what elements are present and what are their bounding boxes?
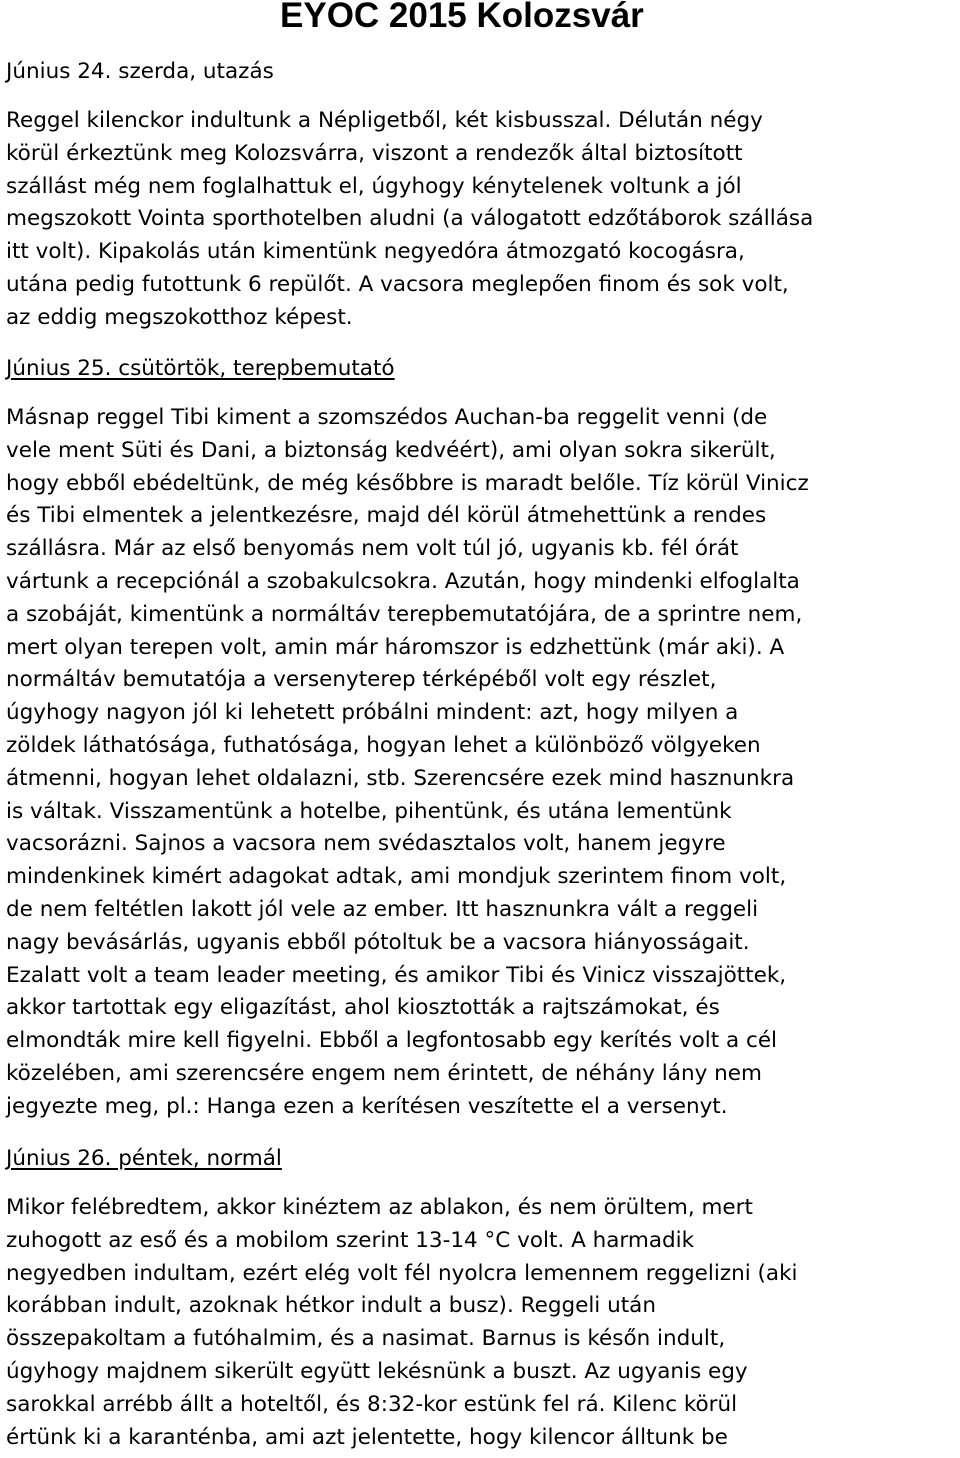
text-line: hogy ebből ebédeltünk, de még későbbre is maradt belőle. Tíz körül Vinicz: [6, 470, 809, 496]
section-june-24-body: [6, 105, 956, 335]
text-line: összepakoltam a futóhalmim, és a nasimat. Barnus is későn indult,: [6, 1326, 726, 1352]
text-line: átmenni, hogyan lehet oldalazni, stb. Szerencsére ezek mind hasznunkra: [6, 765, 795, 791]
text-line: mindenkinek kimért adagokat adtak, ami mondjuk szerintem finom volt,: [6, 864, 787, 890]
text-line: utána pedig futottunk 6 repülőt. A vacsora meglepően finom és sok volt,: [6, 271, 789, 297]
text-line: elmondták mire kell figyelni. Ebből a legfontosabb egy kerítés volt a cél: [6, 1028, 778, 1054]
section-heading: Június 25. csütörtök, terepbemutató: [6, 356, 395, 381]
document-title: EYOC 2015 Kolozsvár: [280, 0, 644, 35]
text-line: sarokkal arrébb állt a hoteltől, és 8:32-kor estünk fel rá. Kilenc körül: [6, 1391, 738, 1417]
text-line: úgyhogy majdnem sikerült együtt lekésnünk a buszt. Az ugyanis egy: [6, 1358, 748, 1384]
text-line: vacsorázni. Sajnos a vacsora nem svédasztalos volt, hanem jegyre: [6, 831, 726, 857]
text-line: úgyhogy nagyon jól ki lehetett próbálni mindent: azt, hogy milyen a: [6, 700, 739, 726]
text-line: vele ment Süti és Dani, a biztonság kedvéért), ami olyan sokra sikerült,: [6, 437, 776, 463]
text-line: nagy bevásárlás, ugyanis ebből pótoltuk be a vacsora hiányosságait.: [6, 929, 750, 955]
text-line: korábban indult, azoknak hétkor indult a busz). Reggeli után: [6, 1293, 656, 1319]
text-line: közelében, ami szerencsére engem nem érintett, de néhány lány nem: [6, 1060, 762, 1086]
section-june-25: [6, 353, 956, 386]
text-line: zöldek láthatósága, futhatósága, hogyan lehet a különböző völgyeken: [6, 732, 761, 758]
section-june-24: [6, 56, 956, 89]
text-line: szállást még nem foglalhattuk el, úgyhogy kénytelenek voltunk a jól: [6, 173, 742, 199]
text-line: vártunk a recepciónál a szobakulcsokra. Azután, hogy mindenki elfoglalta: [6, 568, 800, 594]
text-line: is váltak. Visszamentünk a hotelbe, pihentünk, és utána lementünk: [6, 798, 732, 824]
section-june-26-body: [6, 1192, 956, 1454]
section-june-25-body: [6, 402, 956, 1124]
text-line: normáltáv bemutatója a versenyterep térképéből volt egy részlet,: [6, 667, 717, 693]
text-line: akkor tartottak egy eligazítást, ahol kiosztották a rajtszámokat, és: [6, 995, 720, 1021]
text-line: értünk ki a karanténba, ami azt jelentette, hogy kilencor álltunk be: [6, 1424, 728, 1450]
text-line: a szobáját, kimentünk a normáltáv terepbemutatójára, de a sprintre nem,: [6, 601, 803, 627]
section-heading: Június 26. péntek, normál: [6, 1146, 282, 1171]
text-line: Reggel kilenckor indultunk a Népligetből, két kisbusszal. Délután négy: [6, 108, 763, 133]
text-line: körül érkeztünk meg Kolozsvárra, viszont a rendezők által biztosított: [6, 140, 743, 166]
section-heading: Június 24. szerda, utazás: [6, 59, 274, 84]
section-june-26: [6, 1143, 956, 1176]
text-line: az eddig megszokotthoz képest.: [6, 304, 353, 330]
text-line: megszokott Vointa sporthotelben aludni (a válogatott edzőtáborok szállása: [6, 206, 814, 232]
text-line: Ezalatt volt a team leader meeting, és amikor Tibi és Vinicz visszajöttek,: [6, 962, 787, 988]
text-line: mert olyan terepen volt, amin már háromszor is edzhettünk (már aki). A: [6, 634, 785, 660]
text-line: szállásra. Már az első benyomás nem volt túl jó, ugyanis kb. fél órát: [6, 536, 739, 562]
text-line: és Tibi elmentek a jelentkezésre, majd dél körül átmehettünk a rendes: [6, 503, 767, 529]
text-line: jegyezte meg, pl.: Hanga ezen a kerítésen veszítette el a versenyt.: [6, 1093, 728, 1119]
text-line: Mikor felébredtem, akkor kinéztem az ablakon, és nem örültem, mert: [6, 1195, 753, 1220]
text-line: de nem feltétlen lakott jól vele az ember. Itt hasznunkra vált a reggeli: [6, 896, 759, 922]
text-line: negyedben indultam, ezért elég volt fél nyolcra lemennem reggelizni (aki: [6, 1260, 798, 1286]
text-line: zuhogott az eső és a mobilom szerint 13-14 °C volt. A harmadik: [6, 1227, 695, 1253]
text-line: itt volt). Kipakolás után kimentünk negyedóra átmozgató kocogásra,: [6, 239, 745, 265]
text-line: Másnap reggel Tibi kiment a szomszédos Auchan-ba reggelit venni (de: [6, 405, 768, 430]
